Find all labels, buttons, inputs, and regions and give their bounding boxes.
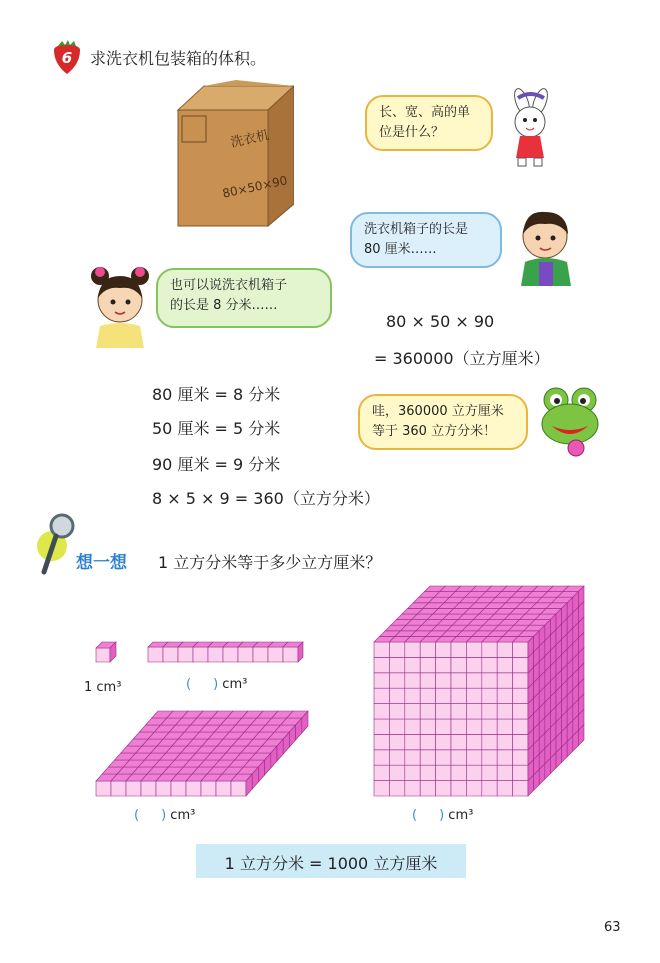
big-cube-front-cell xyxy=(497,688,512,703)
big-cube-front-cell xyxy=(374,734,389,749)
big-cube-front-cell xyxy=(389,642,404,657)
big-cube-front-cell xyxy=(389,765,404,780)
rabbit-character-icon xyxy=(500,88,560,168)
big-cube-front-cell xyxy=(374,642,389,657)
calc1-line1: 80 × 50 × 90 xyxy=(386,312,495,331)
big-cube-front-cell xyxy=(389,781,404,796)
box-label: 洗衣机 xyxy=(229,128,271,151)
big-cube-front-cell xyxy=(482,765,497,780)
big-cube-front-cell xyxy=(466,765,481,780)
cube-answer-blank xyxy=(412,808,473,823)
big-cube-front-cell xyxy=(420,704,435,719)
bubble-line: 位是什么？ xyxy=(379,125,445,140)
big-cube-front-cell xyxy=(451,781,466,796)
bubble-line: 长、宽、高的单 xyxy=(379,105,471,120)
big-cube-front-cell xyxy=(405,642,420,657)
big-cube-front-cell xyxy=(497,642,512,657)
big-cube-front-cell xyxy=(513,704,528,719)
magnifier-icon xyxy=(36,506,80,580)
big-cube-front-cell xyxy=(436,704,451,719)
big-cube-front-cell xyxy=(482,719,497,734)
big-cube-front-cell xyxy=(513,719,528,734)
blank-close: ) xyxy=(439,808,445,823)
cube-layer-front-cell xyxy=(141,781,156,796)
big-cube-front-cell xyxy=(420,688,435,703)
big-cube-front-cell xyxy=(405,750,420,765)
big-cube-front-cell xyxy=(482,781,497,796)
big-cube-front-cell xyxy=(389,719,404,734)
big-cube-front-cell xyxy=(497,750,512,765)
big-cube-front-cell xyxy=(420,642,435,657)
blank-close: ) xyxy=(213,677,219,692)
unit-label: cm³ xyxy=(170,808,196,823)
big-cube-front-cell xyxy=(405,704,420,719)
big-cube-front-cell xyxy=(497,781,512,796)
frog-speech-bubble xyxy=(358,394,528,450)
big-cube-front-cell xyxy=(389,657,404,672)
blank-open: ( xyxy=(412,808,418,823)
cube-row-front-cell xyxy=(253,647,268,662)
cube-layer-front-cell xyxy=(111,781,126,796)
layer-answer-blank xyxy=(134,808,195,823)
big-cube-front-cell xyxy=(466,719,481,734)
bubble-line: 的长是 8 分米…… xyxy=(170,298,278,313)
cube-row-front-cell xyxy=(148,647,163,662)
bubble-line: 等于 360 立方分米！ xyxy=(372,424,497,439)
big-cube-front-cell xyxy=(497,765,512,780)
big-cube-front-cell xyxy=(389,750,404,765)
big-cube-front-cell xyxy=(466,734,481,749)
big-cube-front-cell xyxy=(513,765,528,780)
big-cube-front-cell xyxy=(374,719,389,734)
blank-open: ( xyxy=(134,808,140,823)
unit-cube-front-cell xyxy=(96,648,110,662)
big-cube-front-cell xyxy=(436,750,451,765)
big-cube-front-cell xyxy=(482,750,497,765)
big-cube-front-cell xyxy=(513,673,528,688)
big-cube-front-cell xyxy=(436,734,451,749)
big-cube-front-cell xyxy=(436,657,451,672)
big-cube-front-cell xyxy=(374,657,389,672)
cube-layer-front-cell xyxy=(186,781,201,796)
big-cube-front-cell xyxy=(405,657,420,672)
cube-row-front-cell xyxy=(223,647,238,662)
calc2-line: 90 厘米 = 9 分米 xyxy=(152,455,281,474)
big-cube-front-cell xyxy=(420,673,435,688)
cube-diagram xyxy=(0,580,660,810)
big-cube-front-cell xyxy=(374,781,389,796)
big-cube-front-cell xyxy=(436,765,451,780)
big-cube-front-cell xyxy=(405,688,420,703)
big-cube-front-cell xyxy=(466,642,481,657)
big-cube-front-cell xyxy=(466,781,481,796)
girl-speech-bubble xyxy=(156,268,332,328)
cube-row-front-cell xyxy=(238,647,253,662)
big-cube-front-cell xyxy=(466,750,481,765)
big-cube-front-cell xyxy=(513,642,528,657)
bubble-line: 也可以说洗衣机箱子 xyxy=(170,278,288,293)
cube-row-front-cell xyxy=(193,647,208,662)
cube-row-front-cell xyxy=(163,647,178,662)
calc2-line: 8 × 5 × 9 = 360（立方分米） xyxy=(152,489,380,508)
big-cube-front-cell xyxy=(420,765,435,780)
big-cube-front-cell xyxy=(389,704,404,719)
cube-row-front-cell xyxy=(283,647,298,662)
big-cube-front-cell xyxy=(436,781,451,796)
big-cube-front-cell xyxy=(513,657,528,672)
big-cube-front-cell xyxy=(482,688,497,703)
unit-label: cm³ xyxy=(448,808,474,823)
example-badge xyxy=(52,40,82,76)
big-cube-front-cell xyxy=(513,750,528,765)
big-cube-front-cell xyxy=(513,688,528,703)
girl-character-icon xyxy=(88,262,154,348)
big-cube-front-cell xyxy=(497,734,512,749)
big-cube-front-cell xyxy=(374,750,389,765)
calc2-line: 80 厘米 = 8 分米 xyxy=(152,385,281,404)
big-cube-front-cell xyxy=(497,704,512,719)
cube-row-front-cell xyxy=(178,647,193,662)
box-illustration xyxy=(176,80,294,228)
big-cube-front-cell xyxy=(405,673,420,688)
calc1-line2: = 360000（立方厘米） xyxy=(374,349,550,368)
cube-layer-front-cell xyxy=(201,781,216,796)
big-cube-front-cell xyxy=(451,719,466,734)
big-cube-front-cell xyxy=(374,704,389,719)
big-cube-front-cell xyxy=(497,673,512,688)
blank-close: ) xyxy=(161,808,167,823)
big-cube-front-cell xyxy=(497,719,512,734)
big-cube-front-cell xyxy=(451,642,466,657)
bubble-line: 洗衣机箱子的长是 xyxy=(364,222,469,237)
cube-row-front-cell xyxy=(268,647,283,662)
big-cube-front-cell xyxy=(374,688,389,703)
boy-character-icon xyxy=(515,206,577,286)
box-dimensions: 80×50×90 xyxy=(221,173,289,201)
big-cube-front-cell xyxy=(466,657,481,672)
big-cube-front-cell xyxy=(420,734,435,749)
big-cube-front-cell xyxy=(451,734,466,749)
big-cube-front-cell xyxy=(405,765,420,780)
conclusion-text: 1 立方分米 = 1000 立方厘米 xyxy=(224,854,438,873)
big-cube-front-cell xyxy=(451,657,466,672)
big-cube-front-cell xyxy=(436,719,451,734)
cube-layer-front-cell xyxy=(216,781,231,796)
big-cube-front-cell xyxy=(436,673,451,688)
big-cube-front-cell xyxy=(482,657,497,672)
big-cube-front-cell xyxy=(405,781,420,796)
big-cube-front-cell xyxy=(466,688,481,703)
big-cube-front-cell xyxy=(420,750,435,765)
big-cube-front-cell xyxy=(451,750,466,765)
big-cube-front-cell xyxy=(451,688,466,703)
big-cube-front-cell xyxy=(482,734,497,749)
big-cube-front-cell xyxy=(374,765,389,780)
big-cube-front-cell xyxy=(420,719,435,734)
cube-row-front-cell xyxy=(208,647,223,662)
big-cube-front-cell xyxy=(451,704,466,719)
row-answer-blank xyxy=(186,677,247,692)
big-cube-front-cell xyxy=(405,719,420,734)
big-cube-front-cell xyxy=(466,704,481,719)
big-cube-front-cell xyxy=(389,734,404,749)
big-cube-front-cell xyxy=(497,657,512,672)
example-question: 求洗衣机包装箱的体积。 xyxy=(90,49,267,68)
cube-layer-front-cell xyxy=(96,781,111,796)
page-number: 63 xyxy=(604,920,621,935)
bubble-line: 哇，360000 立方厘米 xyxy=(372,404,504,419)
boy-speech-bubble xyxy=(350,212,502,268)
think-title: 想一想 xyxy=(76,553,127,573)
big-cube-front-cell xyxy=(389,688,404,703)
cube-layer-front-cell xyxy=(171,781,186,796)
blank-open: ( xyxy=(186,677,192,692)
big-cube-front-cell xyxy=(451,673,466,688)
box-icon xyxy=(176,80,294,228)
big-cube-front-cell xyxy=(436,642,451,657)
frog-character-icon xyxy=(536,386,604,458)
big-cube-front-cell xyxy=(405,734,420,749)
unit-label: cm³ xyxy=(222,677,248,692)
big-cube-front-cell xyxy=(374,673,389,688)
bubble-line: 80 厘米…… xyxy=(364,242,437,257)
big-cube-front-cell xyxy=(436,688,451,703)
example-number: 6 xyxy=(61,49,73,67)
big-cube-front-cell xyxy=(420,781,435,796)
cube-layer-front-cell xyxy=(156,781,171,796)
calc2-line: 50 厘米 = 5 分米 xyxy=(152,419,281,438)
think-question: 1 立方分米等于多少立方厘米？ xyxy=(158,553,382,572)
big-cube-front-cell xyxy=(451,765,466,780)
big-cube-front-cell xyxy=(513,734,528,749)
unit-cube-label: 1 cm³ xyxy=(84,680,122,695)
cube-layer-front-cell xyxy=(231,781,246,796)
big-cube-front-cell xyxy=(482,673,497,688)
big-cube-front-cell xyxy=(420,657,435,672)
big-cube-front-cell xyxy=(466,673,481,688)
big-cube-front-cell xyxy=(513,781,528,796)
big-cube-front-cell xyxy=(482,642,497,657)
rabbit-speech-bubble xyxy=(365,95,493,151)
cube-layer-front-cell xyxy=(126,781,141,796)
big-cube-front-cell xyxy=(482,704,497,719)
big-cube-front-cell xyxy=(389,673,404,688)
